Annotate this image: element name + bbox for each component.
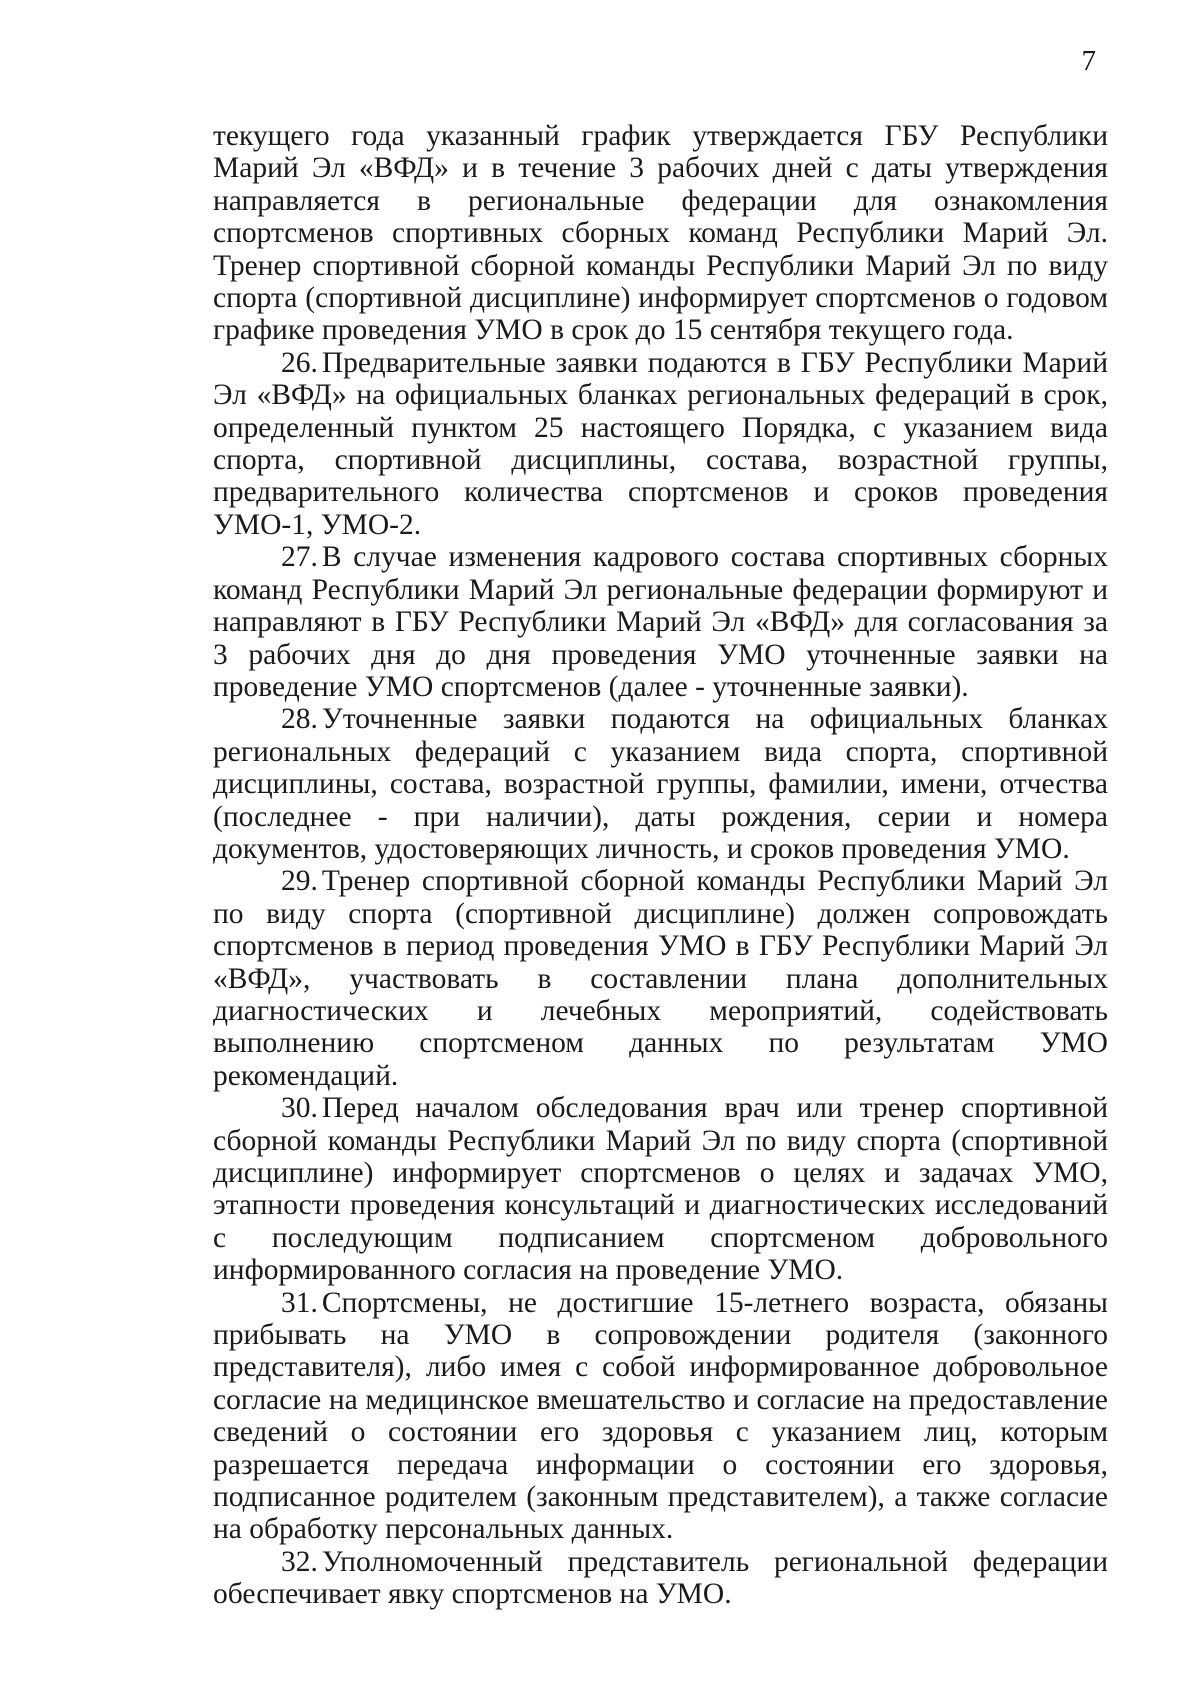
document-body xyxy=(213,120,1108,1611)
paragraph-continuation xyxy=(213,120,1108,347)
paragraph-text: Тренер спортивной сборной команды Республики Марий Эл по виду спорта (спортивной дисциплине) должен сопровождать спортсменов в период проведения УМО в ГБУ Республики Марий Эл «ВФД», участвовать в составлении плана дополнительных диагностических и лечебных мероприятий, содействовать выполнению спортсменом данных по результатам УМО рекомендаций. xyxy=(213,865,1108,1092)
paragraph-text: Перед началом обследования врач или тренер спортивной сборной команды Республики Марий Эл по виду спорта (спортивной дисциплине) информирует спортсменов о целях и задачах УМО, этапности проведения консультаций и диагностических исследований с последующим подписанием спортсменом добровольного информированного согласия на проведение УМО. xyxy=(213,1092,1108,1287)
paragraph-number: 28. xyxy=(281,703,318,736)
paragraph-number: 27. xyxy=(281,541,318,574)
paragraph-text: В случае изменения кадрового состава спортивных сборных команд Республики Марий Эл региональные федерации формируют и направляют в ГБУ Республики Марий Эл «ВФД» для согласования за 3 рабочих дня до дня проведения УМО уточненные заявки на проведение УМО спортсменов (далее - уточненные заявки). xyxy=(213,541,1108,703)
paragraph-text: Уточненные заявки подаются на официальных бланках региональных федераций с указанием вида спорта, спортивной дисциплины, состава, возрастной группы, фамилии, имени, отчества (последнее - при наличии), даты рождения, серии и номера документов, удостоверяющих личность, и сроков проведения УМО. xyxy=(213,703,1108,865)
paragraph-item-29 xyxy=(213,865,1108,1092)
paragraph-item-31 xyxy=(213,1287,1108,1546)
paragraph-text: Спортсмены, не достигшие 15-летнего возраста, обязаны прибывать на УМО в сопровождении родителя (законного представителя), либо имея с собой информированное добровольное согласие на медицинское вмешательство и согласие на предоставление сведений о состоянии его здоровья с указанием лиц, которым разрешается передача информации о состоянии его здоровья, подписанное родителем (законным представителем), а также согласие на обработку персональных данных. xyxy=(213,1286,1108,1546)
paragraph-item-27 xyxy=(213,541,1108,703)
paragraph-number: 30. xyxy=(281,1092,318,1125)
paragraph-number: 31. xyxy=(281,1286,318,1319)
paragraph-text: Предварительные заявки подаются в ГБУ Республики Марий Эл «ВФД» на официальных бланках региональных федераций в срок, определенный пунктом 25 настоящего Порядка, с указанием вида спорта, спортивной дисциплины, состава, возрастной группы, предварительного количества спортсменов и сроков проведения УМО-1, УМО-2. xyxy=(213,346,1108,541)
paragraph-item-28 xyxy=(213,703,1108,865)
paragraph-number: 29. xyxy=(281,865,318,898)
paragraph-number: 32. xyxy=(281,1545,318,1578)
paragraph-number: 26. xyxy=(281,346,318,379)
page-number: 7 xyxy=(1081,45,1096,77)
paragraph-item-30 xyxy=(213,1092,1108,1286)
paragraph-text: Уполномоченный представитель региональной федерации обеспечивает явку спортсменов на УМО. xyxy=(213,1545,1108,1611)
paragraph-text: текущего года указанный график утверждается ГБУ Республики Марий Эл «ВФД» и в течение 3 рабочих дней с даты утверждения направляется в региональные федерации для ознакомления спортсменов спортивных сборных команд Республики Марий Эл. Тренер спортивной сборной команды Республики Марий Эл по виду спорта (спортивной дисциплине) информирует спортсменов о годовом графике проведения УМО в срок до 15 сентября текущего года. xyxy=(213,120,1108,347)
paragraph-item-26 xyxy=(213,347,1108,541)
paragraph-item-32 xyxy=(213,1546,1108,1611)
